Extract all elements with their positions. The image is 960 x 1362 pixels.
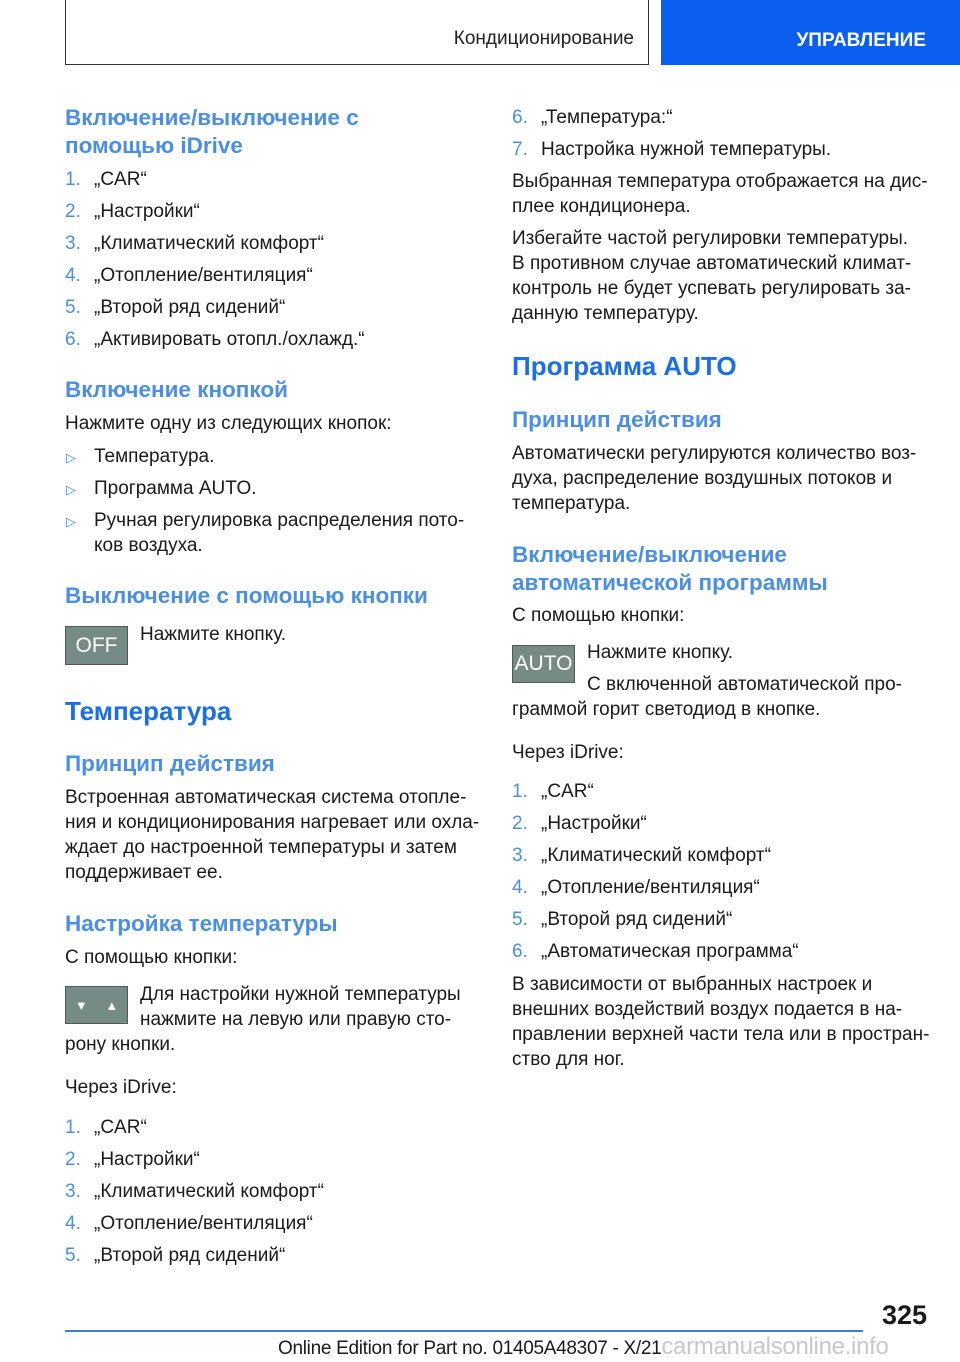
list-item: Настройка нужной температуры. [541, 139, 832, 160]
list-number: 3. [512, 845, 528, 866]
list-item: „Отопление/вентиляция“ [541, 877, 760, 898]
heading-temperature: Температура [65, 696, 232, 726]
chapter-tab-label: УПРАВЛЕНИЕ [796, 30, 926, 51]
temperature-rocker-icon [65, 986, 128, 1024]
bullet-triangle-icon: ▷ [66, 482, 76, 497]
list-number: 6. [512, 941, 528, 962]
list-number: 6. [512, 107, 528, 128]
heading-button-on: Включение кнопкой [65, 377, 288, 402]
footer-divider [65, 1330, 863, 1332]
line: ство для ног. [512, 1049, 625, 1070]
paragraph [512, 169, 928, 219]
bullet-item: Программа AUTO. [94, 478, 257, 499]
heading-idrive [65, 104, 359, 160]
list-number: 5. [512, 909, 528, 930]
list-number: 7. [512, 139, 528, 160]
auto-button-icon: AUTO [512, 645, 575, 683]
section-title: Кондиционирование [453, 28, 634, 49]
list-number: 6. [65, 329, 81, 350]
list-item: „Активировать отопл./охлажд.“ [94, 329, 365, 350]
heading-principle: Принцип действия [512, 407, 722, 432]
bullet-triangle-icon: ▷ [66, 450, 76, 465]
heading-principle: Принцип действия [65, 751, 275, 776]
list-number: 5. [65, 297, 81, 318]
arrow-up-icon: ▲ [105, 997, 119, 1013]
list-item: „CAR“ [94, 169, 147, 190]
list-number: 1. [512, 781, 528, 802]
line: правлении верхней части тела или в простран- [512, 1024, 930, 1045]
list-item: „Отопление/вентиляция“ [94, 1213, 313, 1234]
paragraph [512, 226, 911, 326]
list-item: „Настройки“ [94, 1149, 200, 1170]
line: духа, распределение воздушных потоков и [512, 468, 893, 489]
line: данную температуру. [512, 303, 699, 324]
list-item: „Настройки“ [541, 813, 647, 834]
off-button-icon: OFF [65, 626, 128, 665]
paragraph [512, 441, 916, 516]
list-number: 1. [65, 1117, 81, 1138]
line: В противном случае автоматический климат- [512, 253, 912, 274]
list-number: 3. [65, 233, 81, 254]
list-number: 4. [65, 1213, 81, 1234]
paragraph: Нажмите кнопку. [587, 642, 734, 663]
heading-line: помощью iDrive [65, 133, 243, 158]
paragraph: Через iDrive: [65, 1077, 177, 1098]
heading-auto-onoff [512, 541, 828, 597]
heading-auto-program: Программа AUTO [512, 351, 737, 381]
list-number: 2. [512, 813, 528, 834]
bullet-item: Ручная регулировка распределения пото- [94, 510, 465, 531]
line: Автоматически регулируются количество воз- [512, 443, 917, 464]
line: ния и кондиционирования нагревает или охла- [65, 812, 480, 833]
line: Выбранная температура отображается на дис- [512, 171, 928, 192]
paragraph [512, 972, 929, 1072]
list-item: „Отопление/вентиляция“ [94, 265, 313, 286]
paragraph: Нажмите кнопку. [140, 624, 287, 645]
line: граммой горит светодиод в кнопке. [512, 699, 821, 720]
line: Для настройки нужной температуры [140, 984, 461, 1005]
line: ждает до настроенной температуры и затем [65, 837, 457, 858]
list-item: „CAR“ [94, 1117, 147, 1138]
list-number: 4. [65, 265, 81, 286]
heading-line: Включение/выключение с [65, 105, 359, 130]
line: плее кондиционера. [512, 196, 691, 217]
paragraph: С помощью кнопки: [65, 947, 238, 968]
edition-text: Online Edition for Part no. 01405A48307 - X/21 [278, 1338, 662, 1359]
list-item: „Второй ряд сидений“ [94, 297, 286, 318]
list-item: „Настройки“ [94, 201, 200, 222]
list-item: „Климатический комфорт“ [541, 845, 771, 866]
line: температура. [512, 493, 631, 514]
paragraph: Нажмите одну из следующих кнопок: [65, 413, 392, 434]
line: поддерживает ее. [65, 862, 223, 883]
line: Встроенная автоматическая система отопле- [65, 787, 467, 808]
list-item: „Температура:“ [541, 107, 673, 128]
list-number: 4. [512, 877, 528, 898]
list-item: „Второй ряд сидений“ [94, 1245, 286, 1266]
bullet-item: Температура. [94, 446, 215, 467]
paragraph-principle [65, 785, 479, 885]
heading-button-off: Выключение с помощью кнопки [65, 583, 428, 608]
bullet-item-cont: ков воздуха. [94, 535, 203, 556]
header-box [65, 0, 649, 65]
list-item: „Автоматическая программа“ [541, 941, 799, 962]
list-number: 2. [65, 1149, 81, 1170]
footer-edition [278, 1333, 889, 1361]
paragraph: С помощью кнопки: [512, 605, 685, 626]
line: С включенной автоматической про- [587, 674, 902, 695]
heading-temp-setting: Настройка температуры [65, 911, 338, 936]
list-item: „Климатический комфорт“ [94, 233, 324, 254]
list-item: „CAR“ [541, 781, 594, 802]
line: рону кнопки. [65, 1034, 176, 1055]
line: нажмите на левую или правую сто- [140, 1009, 452, 1030]
list-number: 2. [65, 201, 81, 222]
list-item: „Второй ряд сидений“ [541, 909, 733, 930]
paragraph: Через iDrive: [512, 742, 624, 763]
heading-line: Включение/выключение [512, 542, 787, 567]
chapter-tab [661, 0, 960, 65]
list-number: 5. [65, 1245, 81, 1266]
page-number: 325 [881, 1300, 927, 1330]
heading-line: автоматической программы [512, 570, 828, 595]
line: В зависимости от выбранных настроек и [512, 974, 873, 995]
line: Избегайте частой регулировки температуры. [512, 228, 909, 249]
list-number: 1. [65, 169, 81, 190]
list-item: „Климатический комфорт“ [94, 1181, 324, 1202]
line: контроль не будет успевать регулировать за- [512, 278, 911, 299]
arrow-down-icon: ▼ [74, 997, 88, 1013]
watermark: carmanualsonline.info [661, 1333, 889, 1360]
line: внешних воздействий воздух подается в на- [512, 999, 903, 1020]
bullet-triangle-icon: ▷ [66, 514, 76, 529]
list-number: 3. [65, 1181, 81, 1202]
